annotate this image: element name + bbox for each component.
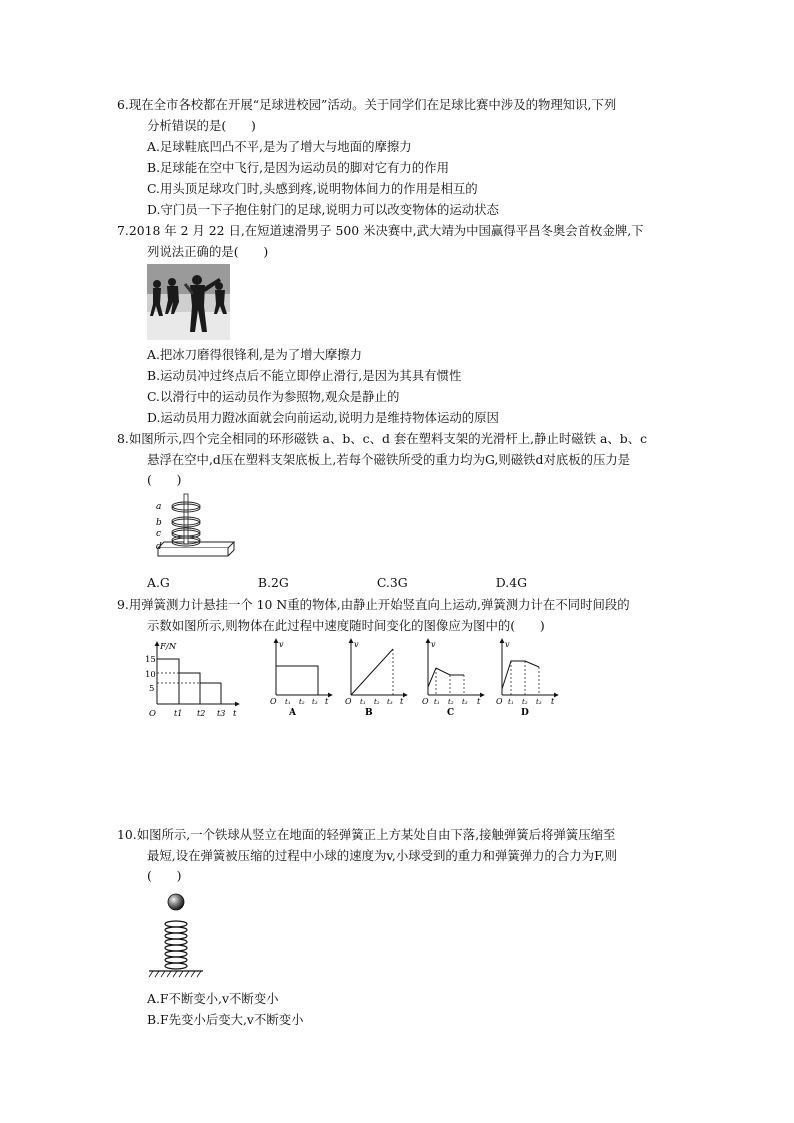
svg-text:O: O: [345, 697, 352, 706]
force-time-axis-label: t: [233, 709, 237, 719]
force-origin-label: O: [149, 709, 156, 719]
q6-stem-line1: 6.现在全市各校都在开展“足球进校园”活动。关于同学们在足球比赛中涉及的物理知识,下列: [117, 97, 617, 112]
q10-option-b: B.F先变小后变大,v不断变小: [147, 1012, 304, 1027]
q10-stem-line2: 最短,设在弹簧被压缩的过程中小球的速度为v,小球受到的重力和弹簧弹力的合力为F,则: [147, 848, 618, 863]
q10-stem-line3: ( ): [147, 868, 182, 883]
q6-option-c: C.用头顶足球攻门时,头感到疼,说明物体间力的作用是相互的: [147, 181, 478, 196]
q7-stem-line2: 列说法正确的是( ): [147, 244, 269, 259]
velocity-graph-b: [343, 637, 409, 719]
force-time-graph: [143, 640, 243, 722]
svg-text:t₃: t₃: [312, 698, 318, 706]
graph-d-ylabel: v: [505, 640, 510, 649]
q8-option-b: B.2G: [257, 575, 289, 590]
q7-option-c: C.以滑行中的运动员作为参照物,观众是静止的: [147, 389, 400, 404]
svg-text:t₁: t₁: [360, 698, 366, 706]
svg-text:t: t: [477, 697, 481, 706]
force-tick-t2: t2: [197, 709, 206, 718]
graph-b-ylabel: v: [354, 640, 359, 649]
magnet-label-a: a: [156, 502, 162, 512]
magnet-label-b: b: [156, 518, 162, 528]
force-tick-t1: t1: [174, 709, 183, 718]
q7-option-d: D.运动员用力蹬冰面就会向前运动,说明力是维持物体运动的原因: [147, 410, 499, 425]
magnet-label-d: d: [156, 542, 162, 552]
q9-stem-line1: 9.用弹簧测力计悬挂一个 10 N重的物体,由静止开始竖直向上运动,弹簧测力计在不同时间段的: [117, 597, 630, 612]
q7-option-b: B.运动员冲过终点后不能立即停止滑行,是因为其具有惯性: [147, 368, 462, 383]
velocity-graph-d: [494, 637, 560, 719]
svg-text:O: O: [270, 697, 277, 706]
svg-text:t₂: t₂: [448, 698, 454, 706]
q8-option-d: D.4G: [495, 575, 527, 590]
iron-ball: [168, 894, 184, 910]
velocity-graph-a: [268, 637, 334, 719]
svg-text:t₁: t₁: [434, 698, 440, 706]
graph-a-label: A: [289, 708, 296, 718]
speed-skating-photo: [147, 264, 230, 340]
magnet-label-c: c: [156, 529, 162, 539]
graph-c-label: C: [447, 708, 455, 718]
q8-stem-line2: 悬浮在空中,d压在塑料支架底板上,若每个磁铁所受的重力均为G,则磁铁d对底板的压力是: [147, 452, 631, 467]
svg-text:t: t: [551, 697, 555, 706]
q7-option-a: A.把冰刀磨得很锋利,是为了增大摩擦力: [147, 347, 363, 362]
svg-text:t₂: t₂: [374, 698, 380, 706]
svg-text:t₃: t₃: [462, 698, 468, 706]
velocity-graph-c: [420, 637, 486, 719]
svg-text:t₂: t₂: [299, 698, 305, 706]
magnet-stand-figure: [150, 492, 235, 564]
svg-text:O: O: [496, 697, 503, 706]
svg-text:t₃: t₃: [387, 698, 393, 706]
q7-stem-line1: 7.2018 年 2 月 22 日,在短道速滑男子 500 米决赛中,武大靖为中国赢得平昌冬奥会首枚金牌,下: [117, 223, 644, 238]
force-tick-10: 10: [145, 670, 156, 680]
force-axis-label: F/N: [160, 642, 177, 652]
q6-stem-line2: 分析错误的是( ): [147, 118, 256, 133]
q6-option-b: B.足球能在空中飞行,是因为运动员的脚对它有力的作用: [147, 160, 449, 175]
q8-stem-line1: 8.如图所示,四个完全相同的环形磁铁 a、b、c、d 套在塑料支架的光滑杆上,静止时磁铁 a、b、c: [117, 431, 648, 446]
force-tick-5: 5: [149, 684, 155, 694]
graph-b-label: B: [365, 708, 373, 718]
q6-option-d: D.守门员一下子抱住射门的足球,说明力可以改变物体的运动状态: [147, 202, 499, 217]
q8-stem-line3: ( ): [147, 472, 182, 487]
svg-text:O: O: [422, 697, 429, 706]
spring-ball-figure: [145, 888, 205, 980]
q10-stem-line1: 10.如图所示,一个铁球从竖立在地面的轻弹簧正上方某处自由下落,接触弹簧后将弹簧压缩至: [117, 827, 616, 842]
svg-text:t: t: [400, 697, 404, 706]
svg-text:t₁: t₁: [285, 698, 291, 706]
q9-stem-line2: 示数如图所示,则物体在此过程中速度随时间变化的图像应为图中的( ): [147, 618, 545, 633]
graph-a-ylabel: v: [279, 640, 284, 649]
svg-text:t₁: t₁: [508, 698, 514, 706]
q6-option-a: A.足球鞋底凹凸不平,是为了增大与地面的摩擦力: [147, 139, 412, 154]
graph-d-label: D: [521, 708, 529, 718]
q8-option-c: C.3G: [376, 575, 408, 590]
svg-text:t: t: [325, 697, 329, 706]
svg-text:t₃: t₃: [536, 698, 542, 706]
graph-c-ylabel: v: [431, 640, 436, 649]
q8-option-a: A.G: [147, 575, 170, 590]
q10-option-a: A.F不断变小,v不断变小: [147, 991, 279, 1006]
q8-options: [147, 574, 527, 592]
svg-text:t₂: t₂: [522, 698, 528, 706]
force-tick-15: 15: [145, 655, 156, 665]
spring: [165, 921, 187, 969]
force-tick-t3: t3: [217, 709, 226, 718]
